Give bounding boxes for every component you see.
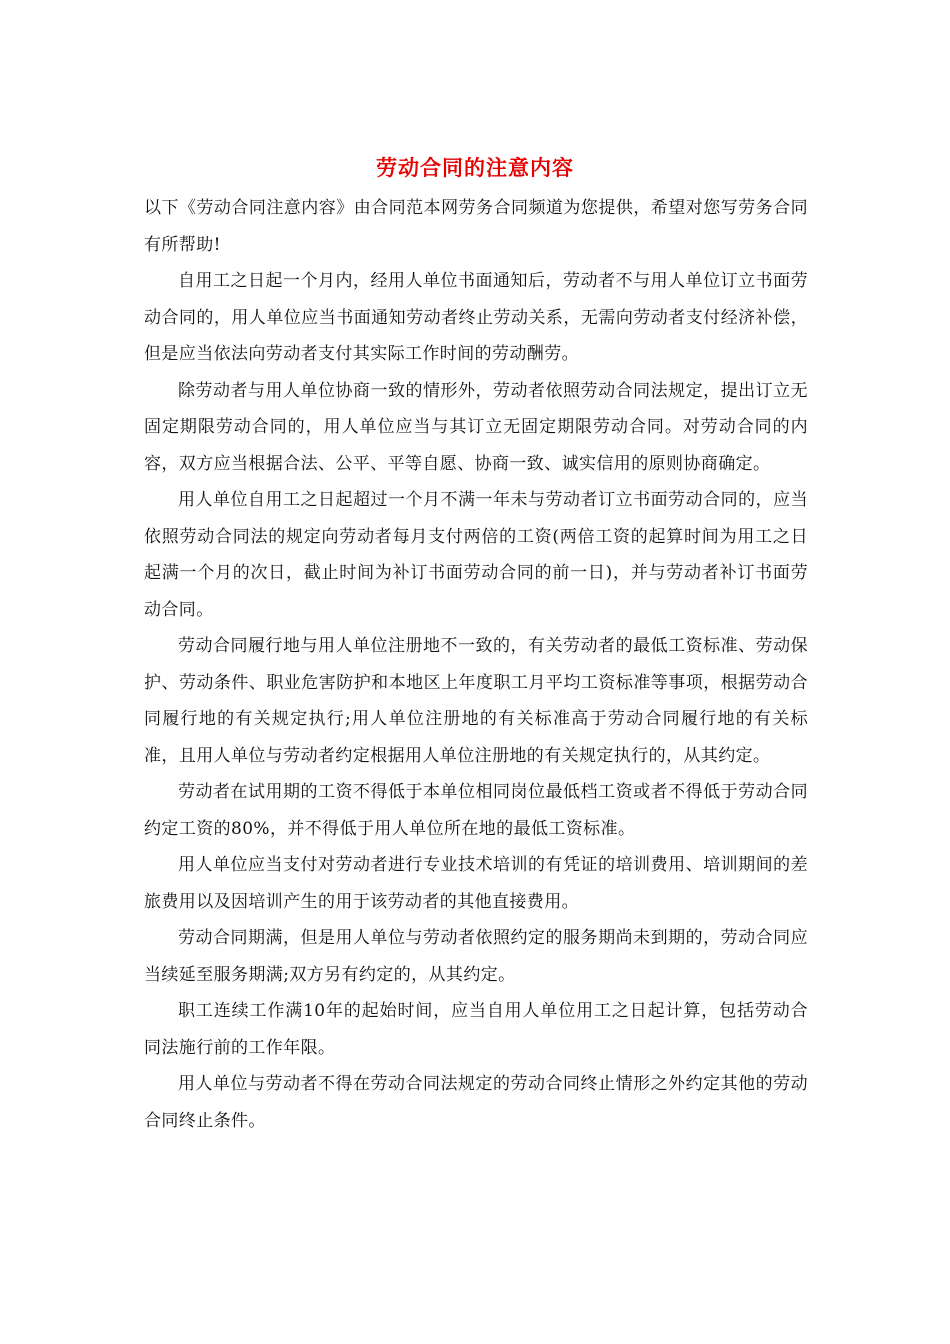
paragraph-4: 劳动合同履行地与用人单位注册地不一致的，有关劳动者的最低工资标准、劳动保护、劳动条件、职业危害防护和本地区上年度职工月平均工资标准等事项，根据劳动合同履行地的有关规定执行;用人单位注册地的有关标准高于劳动合同履行地的有关标准，且用人单位与劳动者约定根据用人单位注册地的有关规定执行的，从其约定。	[144, 636, 808, 766]
paragraph-7: 劳动合同期满，但是用人单位与劳动者依照约定的服务期尚未到期的，劳动合同应当续延至服务期满;双方另有约定的，从其约定。	[144, 928, 808, 985]
paragraph-5: 劳动者在试用期的工资不得低于本单位相同岗位最低档工资或者不得低于劳动合同约定工资的80%，并不得低于用人单位所在地的最低工资标准。	[144, 782, 808, 839]
document-title: 劳动合同的注意内容	[376, 155, 574, 180]
intro-paragraph: 以下《劳动合同注意内容》由合同范本网劳务合同频道为您提供，希望对您写劳务合同有所帮助!	[144, 198, 808, 255]
document-body	[144, 190, 808, 1139]
paragraph-6: 用人单位应当支付对劳动者进行专业技术培训的有凭证的培训费用、培训期间的差旅费用以及因培训产生的用于该劳动者的其他直接费用。	[144, 855, 808, 912]
paragraph-3: 用人单位自用工之日起超过一个月不满一年未与劳动者订立书面劳动合同的，应当依照劳动合同法的规定向劳动者每月支付两倍的工资(两倍工资的起算时间为用工之日起满一个月的次日，截止时间为补订书面劳动合同的前一日)，并与劳动者补订书面劳动合同。	[144, 490, 808, 620]
paragraph-9: 用人单位与劳动者不得在劳动合同法规定的劳动合同终止情形之外约定其他的劳动合同终止条件。	[144, 1074, 808, 1131]
paragraph-8: 职工连续工作满10年的起始时间，应当自用人单位用工之日起计算，包括劳动合同法施行前的工作年限。	[144, 1001, 808, 1058]
paragraph-2: 除劳动者与用人单位协商一致的情形外，劳动者依照劳动合同法规定，提出订立无固定期限劳动合同的，用人单位应当与其订立无固定期限劳动合同。对劳动合同的内容，双方应当根据合法、公平、平等自愿、协商一致、诚实信用的原则协商确定。	[144, 380, 808, 474]
paragraph-1: 自用工之日起一个月内，经用人单位书面通知后，劳动者不与用人单位订立书面劳动合同的，用人单位应当书面通知劳动者终止劳动关系，无需向劳动者支付经济补偿，但是应当依法向劳动者支付其实际工作时间的劳动酬劳。	[144, 271, 808, 364]
